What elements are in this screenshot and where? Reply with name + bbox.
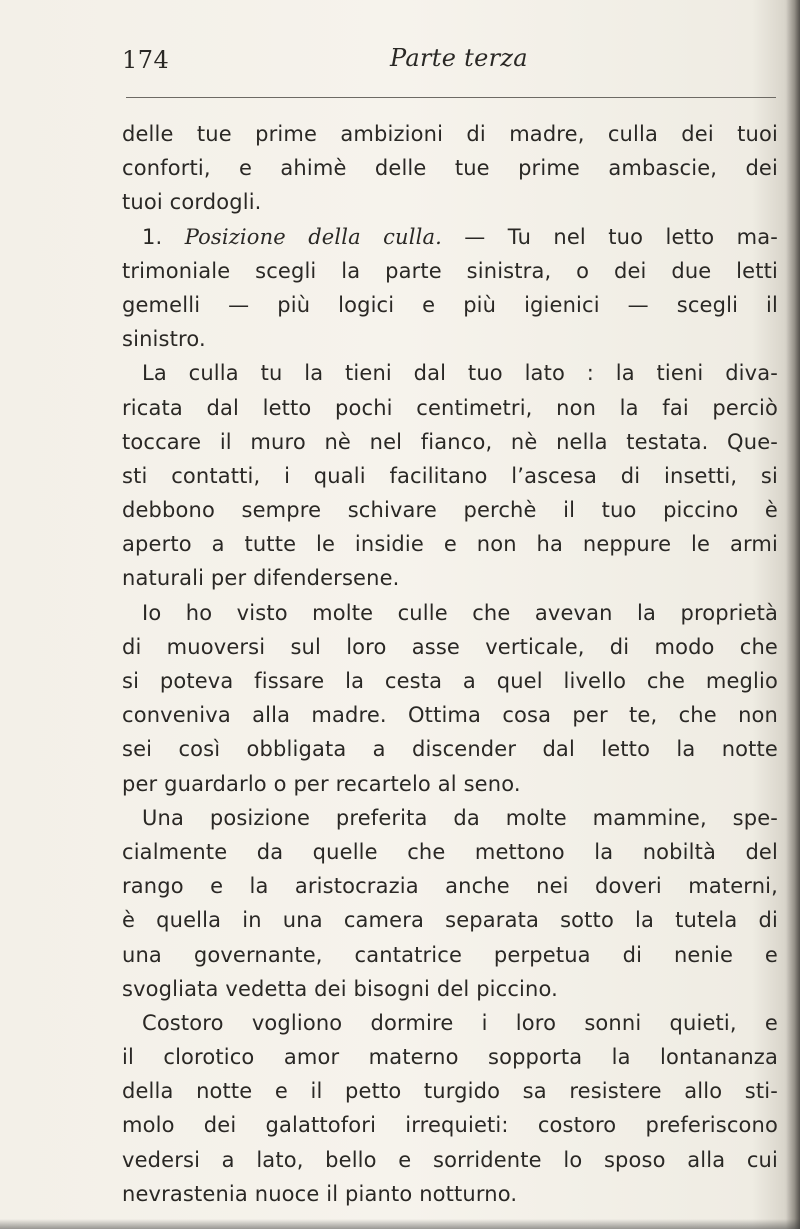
text-line: toccare il muro nè nel fianco, nè nella testata. Que- xyxy=(122,429,778,454)
section-heading-line xyxy=(122,220,778,254)
body-text xyxy=(122,117,778,1211)
text-line: sinistro. xyxy=(122,327,206,352)
text-line: rango e la aristocrazia anche nei doveri materni, xyxy=(122,874,778,899)
text-line: naturali per difendersene. xyxy=(122,566,400,591)
text-line: sei così obbligata a discender dal letto la notte xyxy=(122,737,778,762)
text-line: ricata dal letto pochi centimetri, non la fai perciò xyxy=(122,395,778,420)
text-line: La culla tu la tieni dal tuo lato : la tieni diva- xyxy=(142,361,778,386)
text-line: della notte e il petto turgido sa resistere allo sti- xyxy=(122,1079,778,1104)
text-line: di muoversi sul loro asse verticale, di modo che xyxy=(122,634,778,659)
text-line: si poteva fissare la cesta a quel livello che meglio xyxy=(122,669,778,693)
running-title: Parte terza xyxy=(390,44,528,72)
text-line: delle tue prime ambizioni di madre, culla dei tuoi xyxy=(122,122,778,146)
text-line: conveniva alla madre. Ottima cosa per te, che non xyxy=(122,703,778,728)
text-line: conforti, e ahimè delle tue prime ambascie, dei xyxy=(122,156,778,181)
text-line: trimoniale scegli la parte sinistra, o dei due letti xyxy=(122,258,778,283)
header-rule xyxy=(126,97,776,98)
text-line: Una posizione preferita da molte mammine, spe- xyxy=(142,805,778,830)
text-line: per guardarlo o per recartelo al seno. xyxy=(122,771,521,796)
text-line: molo dei galattofori irrequieti: costoro preferiscono xyxy=(122,1113,778,1138)
page-bottom-shadow xyxy=(0,1219,800,1229)
text-line: aperto a tutte le insidie e non ha neppure le armi xyxy=(122,532,778,557)
text-line: Costoro vogliono dormire i loro sonni quieti, e xyxy=(142,1010,778,1035)
text-line: sti contatti, i quali facilitano l’ascesa di insetti, si xyxy=(122,463,778,488)
text-line: vedersi a lato, bello e sorridente lo sposo alla cui xyxy=(122,1147,778,1172)
section-heading: Posizione della culla. xyxy=(184,224,442,249)
page-header xyxy=(122,44,782,84)
text-line: cialmente da quelle che mettono la nobiltà del xyxy=(122,839,778,864)
text-line: nevrastenia nuoce il pianto notturno. xyxy=(122,1181,518,1206)
text-line: tuoi cordogli. xyxy=(122,190,262,215)
page-number: 174 xyxy=(122,46,170,74)
text-line: gemelli — più logici e più igienici — scegli il xyxy=(122,292,778,317)
text-line: il clorotico amor materno sopporta la lontananza xyxy=(122,1045,778,1070)
text-line: debbono sempre schivare perchè il tuo piccino è xyxy=(122,498,778,523)
text-line: è quella in una camera separata sotto la tutela di xyxy=(122,908,778,933)
text-line: Io ho visto molte culle che avevan la proprietà xyxy=(142,600,778,625)
text-span: — Tu nel tuo letto ma- xyxy=(464,224,778,249)
page-edge-shadow xyxy=(786,0,800,1229)
section-number: 1. xyxy=(142,224,163,249)
text-line: una governante, cantatrice perpetua di nenie e xyxy=(122,942,778,967)
text-line: svogliata vedetta dei bisogni del piccino. xyxy=(122,976,558,1001)
